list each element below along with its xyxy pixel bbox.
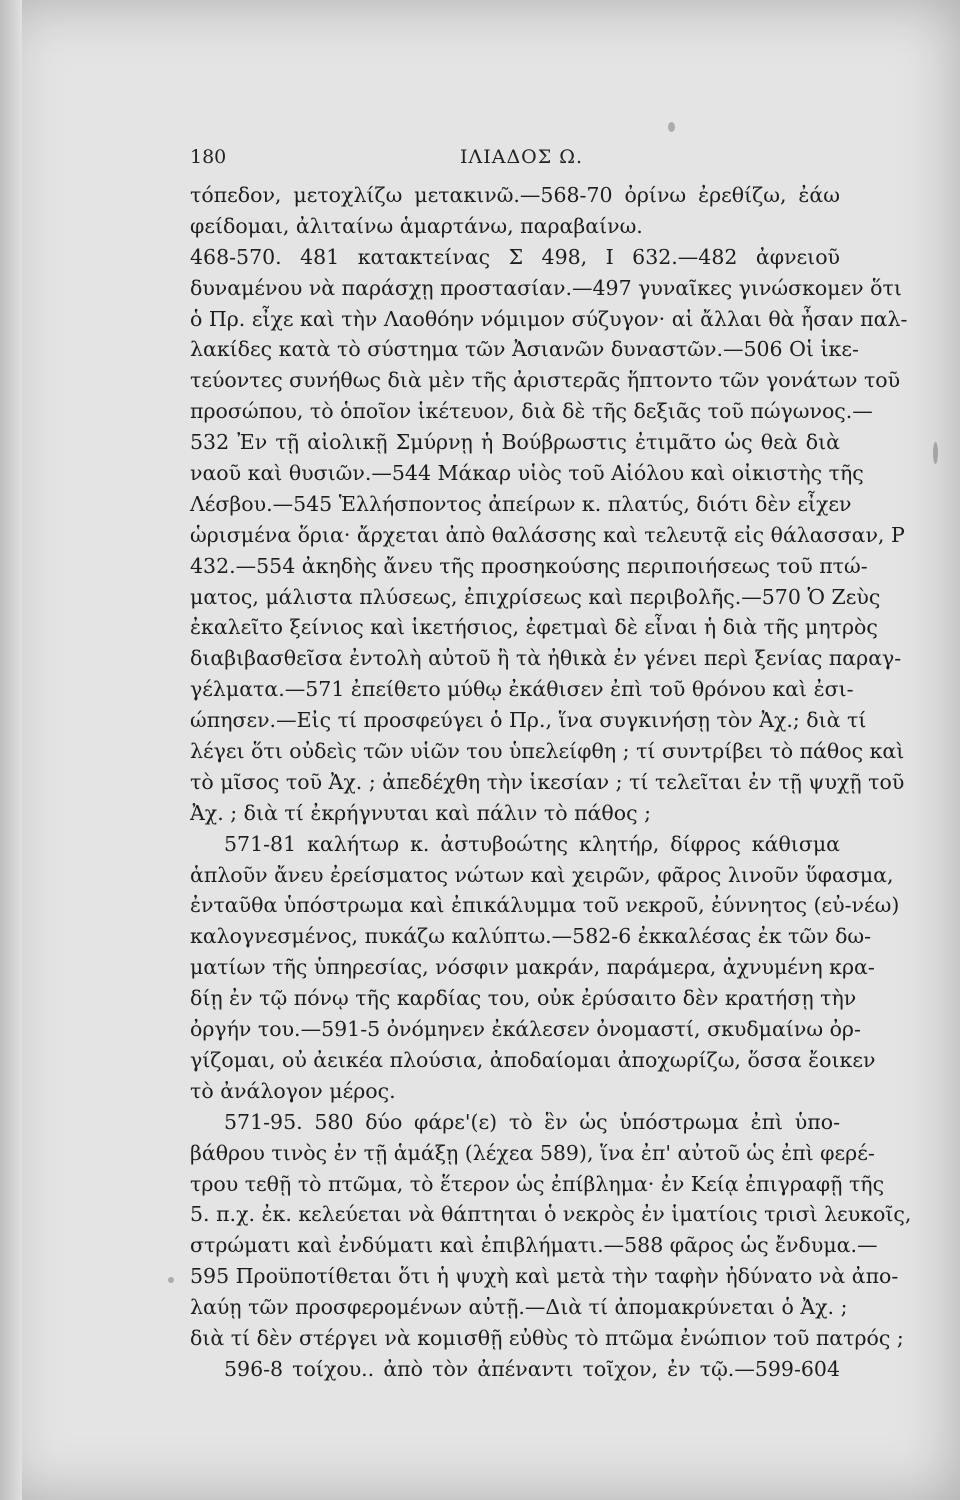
text-line: 532 Ἐν τῇ αἰολικῇ Σμύρνῃ ἡ Βούβρωστις ἐτιμᾶτο ὡς θεὰ διὰ [190, 430, 840, 455]
text-line: τὸ μῖσος τοῦ Ἀχ. ; ἀπεδέχθη τὴν ἱκεσίαν ; τί τελεῖται ἐν τῇ ψυχῇ τοῦ [190, 769, 905, 794]
text-line: προσώπου, τὸ ὁποῖον ἱκέτευον, διὰ δὲ τῆς δεξιᾶς τοῦ πώγωνος.— [190, 399, 873, 424]
text-line: ἐκαλεῖτο ξείνιος καὶ ἱκετήσιος, ἐφετμαὶ δὲ εἶναι ἡ διὰ τῆς μητρὸς [190, 615, 878, 640]
text-line: δίῃ ἐν τῷ πόνῳ τῆς καρδίας του, οὐκ ἐρύσαιτο δὲν κρατήσῃ τὴν [190, 986, 857, 1011]
text-line: ὀργήν του.—591-5 ὀνόμηνεν ἐκάλεσεν ὀνομαστί, σκυδμαίνω ὀρ- [190, 1017, 861, 1042]
text-line: διὰ τί δὲν στέργει νὰ κομισθῇ εὐθὺς τὸ πτῶμα ἐνώπιον τοῦ πατρός ; [190, 1325, 904, 1350]
running-header [190, 146, 840, 176]
text-line: Λέσβου.—545 Ἑλλήσποντος ἀπείρων κ. πλατύς, διότι δὲν εἶχεν [190, 491, 852, 516]
text-line: 596-8 τοίχου.. ἀπὸ τὸν ἀπέναντι τοῖχον, ἐν τῷ.—599-604 [224, 1356, 840, 1381]
text-line: τεύοντες συνήθως διὰ μὲν τῆς ἀριστερᾶς ἥπτοντο τῶν γονάτων τοῦ [190, 368, 901, 393]
text-line: ώπησεν.—Εἰς τί προσφεύγει ὁ Πρ., ἵνα συγκινήσῃ τὸν Ἀχ.; διὰ τί [190, 708, 867, 733]
text-line: τρου τεθῇ τὸ πτῶμα, τὸ ἕτερον ὡς ἐπίβλημα· ἐν Κείᾳ ἐπιγραφῇ τῆς [190, 1171, 885, 1196]
text-line: 595 Προϋποτίθεται ὅτι ἡ ψυχὴ καὶ μετὰ τὴν ταφὴν ἠδύνατο νὰ ἀπο- [190, 1264, 899, 1289]
text-line: βάθρου τινὸς ἐν τῇ ἁμάξῃ (λέχεα 589), ἵνα ἐπ' αὐτοῦ ὡς ἐπὶ φερέ- [190, 1140, 875, 1165]
text-line: γίζομαι, οὐ ἀεικέα πλούσια, ἀποδαίομαι ἀποχωρίζω, ὅσσα ἔοικεν [190, 1047, 876, 1072]
text-line: ματος, μάλιστα πλύσεως, ἐπιχρίσεως καὶ περιβολῆς.—570 Ὁ Ζεὺς [190, 584, 881, 609]
text-line: Ἀχ. ; διὰ τί ἐκρήγνυται καὶ πάλιν τὸ πάθος ; [190, 800, 652, 825]
page-number: 180 [190, 146, 227, 168]
text-line: ἐνταῦθα ὑπόστρωμα καὶ ἐπικάλυμμα τοῦ νεκροῦ, ἐύννητος (εὐ-νέω) [190, 893, 900, 918]
running-title: ΙΛΙΑΔΟΣ Ω. [460, 146, 584, 168]
text-line: φείδομαι, ἀλιταίνω ἁμαρτάνω, παραβαίνω. [190, 213, 643, 238]
text-line: ὁ Πρ. εἶχε καὶ τὴν Λαοθόην νόμιμον σύζυγον· αἱ ἄλλαι θὰ ἦσαν παλ- [190, 306, 908, 331]
text-line: 571-95. 580 δύο φάρε'(ε) τὸ ἓν ὡς ὑπόστρωμα ἐπὶ ὑπο- [224, 1109, 840, 1134]
text-line: λαύῃ τῶν προσφερομένων αὐτῇ.—Διὰ τί ἀπομακρύνεται ὁ Ἀχ. ; [190, 1295, 848, 1320]
text-line: ναοῦ καὶ θυσιῶν.—544 Μάκαρ υἱὸς τοῦ Αἰόλου καὶ οἰκιστὴς τῆς [190, 461, 864, 486]
text-line: γέλματα.—571 ἐπείθετο μύθῳ ἐκάθισεν ἐπὶ τοῦ θρόνου καὶ ἐσι- [190, 677, 854, 702]
ink-speck [933, 442, 938, 464]
text-line: ἁπλοῦν ἄνευ ἐρείσματος νώτων καὶ χειρῶν, φᾶρος λινοῦν ὕφασμα, [190, 862, 894, 887]
text-line: λέγει ὅτι οὐδεὶς τῶν υἱῶν του ὑπελείφθη ; τί συντρίβει τὸ πάθος καὶ [190, 739, 905, 764]
text-line: καλογνεσμένος, πυκάζω καλύπτω.—582-6 ἐκκαλέσας ἐκ τῶν δω- [190, 924, 872, 949]
text-line: 432.—554 ἀκηδὴς ἄνευ τῆς προσηκούσης περιποιήσεως τοῦ πτώ- [190, 553, 868, 578]
text-line: διαβιβασθεῖσα ἐντολὴ αὐτοῦ ἢ τὰ ἠθικὰ ἐν γένει περὶ ξενίας παραγ- [190, 646, 902, 671]
text-line: ματίων τῆς ὑπηρεσίας, νόσφιν μακράν, παράμερα, ἀχνυμένη κρα- [190, 955, 875, 980]
ink-speck [668, 122, 675, 132]
text-line: 571-81 καλήτωρ κ. ἀστυβοώτης κλητήρ, δίφρος κάθισμα [224, 831, 840, 856]
text-line: στρώματι καὶ ἐνδύματι καὶ ἐπιβλήματι.—588 φᾶρος ὡς ἔνδυμα.— [190, 1233, 878, 1258]
text-line: τόπεδον, μετοχλίζω μετακινῶ.—568-70 ὀρίνω ἐρεθίζω, ἐάω [190, 183, 840, 207]
commentary-text [190, 180, 912, 1385]
page-edge-shadow [0, 0, 22, 1500]
ink-speck [168, 1277, 174, 1283]
text-line: 5. π.χ. ἐκ. κελεύεται νὰ θάπτηται ὁ νεκρὸς ἐν ἱματίοις τρισὶ λευκοῖς, [190, 1202, 912, 1227]
text-line: 468-570. 481 κατακτείνας Σ 498, Ι 632.—482 ἀφνειοῦ [190, 244, 840, 269]
text-line: ὡρισμένα ὅρια· ἄρχεται ἀπὸ θαλάσσης καὶ τελευτᾷ εἰς θάλασσαν, Ρ [190, 522, 905, 547]
text-line: δυναμένου νὰ παράσχῃ προστασίαν.—497 γυναῖκες γινώσκομεν ὅτι [190, 275, 902, 300]
text-line: τὸ ἀνάλογον μέρος. [190, 1078, 396, 1103]
text-line: λακίδες κατὰ τὸ σύστημα τῶν Ἀσιανῶν δυναστῶν.—506 Οἱ ἱκε- [190, 337, 859, 362]
